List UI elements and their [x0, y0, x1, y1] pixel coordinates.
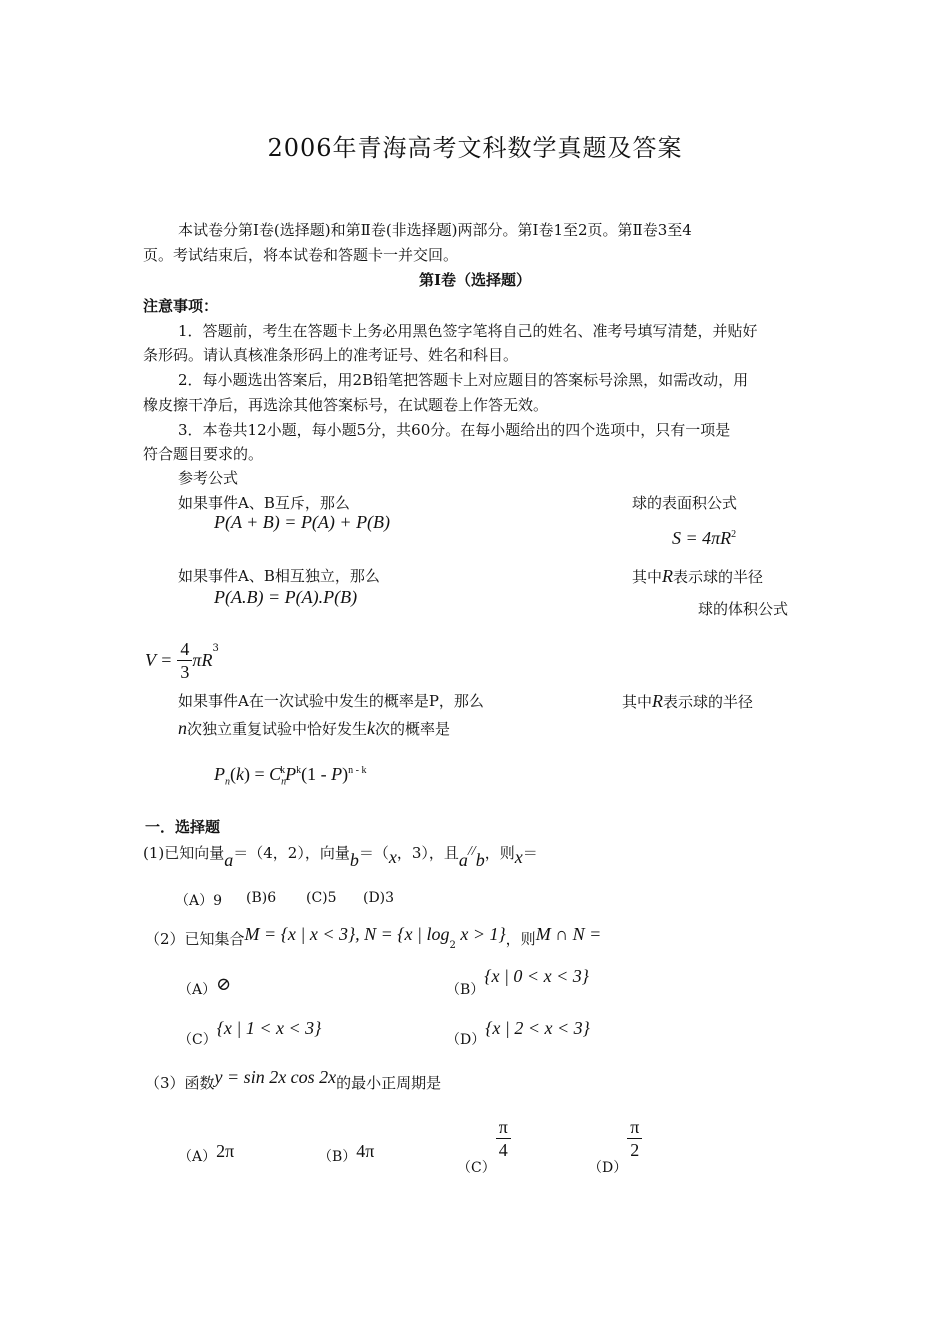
trial-text — [178, 716, 450, 742]
q2-option-d — [446, 1018, 590, 1049]
notice-heading: 注意事项： — [143, 297, 219, 315]
radius-variable-2: R — [652, 691, 664, 711]
q1-comma: ，则 — [484, 844, 515, 862]
parallel-symbol: // — [467, 844, 476, 859]
mutex-formula: P(A + B) = P(A) + P(B) — [214, 512, 391, 532]
q1-eq2: ＝（ — [358, 844, 389, 862]
radius-note-2 — [622, 689, 753, 715]
q2-sets-tail: x > 1} — [455, 924, 506, 944]
q3-option-a — [178, 1141, 235, 1166]
part1-heading: 一．选择题 — [145, 818, 221, 836]
question-3 — [145, 1067, 442, 1096]
sub-n: n — [225, 776, 230, 788]
note-1-line-1: 1．答题前，考生在答题卡上务必用黑色签字笔将自己的姓名、准考号填写清楚，并贴好 — [178, 322, 758, 340]
trial-text-a: 次独立重复试验中恰好发生 — [187, 720, 368, 738]
mutex-text: 如果事件A、B互斥，那么 — [178, 494, 350, 512]
variable-x-2: x — [514, 847, 523, 867]
q3-suffix: 的最小正周期是 — [336, 1074, 442, 1092]
q2-intersection: M ∩ N = — [535, 924, 602, 944]
q1-option-a: （A）9 — [175, 893, 223, 909]
q3-function: y = sin 2x cos 2x — [214, 1067, 337, 1087]
where-prefix: 其中 — [632, 568, 663, 586]
q3-option-a-label: （A） — [178, 1149, 217, 1165]
vector-a: a — [224, 850, 234, 870]
note-2-line-2: 橡皮擦干净后，再选涂其他答案标号，在试题卷上作答无效。 — [143, 396, 549, 414]
empty-set-icon: ⊘ — [216, 974, 232, 994]
log-base-2: 2 — [449, 940, 456, 951]
q1-eq4: ＝ — [522, 844, 538, 862]
q2-option-b-label: （B） — [446, 982, 485, 998]
q3-option-b-value: 4π — [356, 1141, 375, 1161]
q1-option-c: (C)5 — [306, 890, 337, 906]
paren-close: ) = — [244, 764, 265, 784]
q3-option-c-den: 4 — [498, 1140, 508, 1160]
q2-option-c — [178, 1018, 322, 1049]
fraction-numerator: 4 — [177, 638, 192, 661]
vector-b-2: b — [475, 850, 485, 870]
k-variable: k — [367, 718, 376, 738]
sub-n-2: n — [281, 776, 287, 788]
n-variable: n — [178, 718, 187, 738]
note-2-line-1: 2．每小题选出答案后，用2B铅笔把答题卡上对应题目的答案标号涂黑，如需改动，用 — [178, 371, 749, 389]
exponent-2: 2 — [731, 529, 737, 540]
q3-option-d-den: 2 — [630, 1140, 640, 1160]
radius-suffix: 表示球的半径 — [673, 568, 764, 586]
q2-sets: M = {x | x < 3}, N = {x | log — [244, 924, 450, 944]
section-title: 第Ⅰ卷（选择题） — [418, 271, 532, 289]
q1-prefix: (1)已知向量 — [143, 844, 225, 862]
binomial-p: P — [214, 764, 225, 784]
q2-option-c-value: {x | 1 < x < 3} — [216, 1018, 322, 1038]
q2-option-d-label: （D） — [446, 1032, 486, 1048]
binomial-formula: $P_n(k) = C_n^kP^k(1 - P)^{n - k}$ — [214, 764, 367, 788]
radius-note-1 — [632, 564, 763, 590]
fraction-denominator: 3 — [180, 662, 190, 682]
q2-option-c-label: （C） — [178, 1032, 217, 1048]
intro-line-2: 页。考试结束后，将本试卷和答题卡一并交回。 — [143, 246, 459, 264]
probability-text: 如果事件A在一次试验中发生的概率是P，那么 — [178, 692, 484, 710]
sphere-volume-formula — [145, 638, 219, 683]
vector-b: b — [349, 850, 359, 870]
intro-line-1: 本试卷分第Ⅰ卷(选择题)和第Ⅱ卷(非选择题)两部分。第Ⅰ卷1至2页。第Ⅱ卷3至4 — [178, 221, 692, 239]
q2-then: ，则 — [505, 930, 536, 948]
q3-option-d-num: π — [627, 1116, 642, 1139]
q2-option-d-value: {x | 2 < x < 3} — [485, 1018, 590, 1038]
q3-option-c-num: π — [496, 1116, 511, 1139]
q2-option-a — [178, 974, 232, 999]
binomial-k-arg: ( — [230, 764, 236, 784]
independent-formula: P(A.B) = P(A).P(B) — [214, 587, 358, 607]
q2-option-a-label: （A） — [178, 982, 217, 998]
q1-eq1: ＝（4，2），向量 — [233, 844, 350, 862]
q3-prefix: （3）函数 — [145, 1074, 215, 1092]
note-3-line-2: 符合题目要求的。 — [143, 445, 264, 463]
vector-a-2: a — [458, 850, 468, 870]
radius-suffix-2: 表示球的半径 — [663, 693, 754, 711]
q2-option-b-value: {x | 0 < x < 3} — [484, 966, 589, 986]
sphere-volume-text: 球的体积公式 — [698, 600, 789, 618]
q3-option-c-label: （C） — [457, 1159, 496, 1176]
volume-rhs: πR — [192, 650, 213, 670]
sup-n-minus-k: n - k — [348, 765, 367, 776]
q3-option-d-label: （D） — [588, 1159, 628, 1176]
q3-option-b-label: （B） — [318, 1149, 357, 1165]
where-prefix-2: 其中 — [622, 693, 653, 711]
formula-heading: 参考公式 — [178, 469, 239, 487]
independent-text: 如果事件A、B相互独立，那么 — [178, 567, 380, 585]
q3-option-a-value: 2π — [216, 1141, 235, 1161]
q3-option-c — [457, 1116, 511, 1176]
sup-k-2: k — [296, 765, 302, 776]
q1-eq3: ，3），且 — [396, 844, 459, 862]
sup-k: k — [280, 765, 286, 776]
q3-option-b — [318, 1141, 375, 1166]
exponent-3: 3 — [212, 643, 219, 654]
trial-text-b: 次的概率是 — [375, 720, 451, 738]
radius-variable: R — [662, 566, 674, 586]
q1-option-d: (D)3 — [363, 890, 395, 906]
note-1-line-2: 条形码。请认真核准条形码上的准考证号、姓名和科目。 — [143, 346, 519, 364]
one-minus: (1 - — [301, 764, 332, 784]
q3-option-d — [588, 1116, 642, 1176]
sphere-area-text: 球的表面积公式 — [632, 494, 738, 512]
q2-prefix: （2）已知集合 — [145, 930, 245, 948]
volume-lhs: V = — [145, 650, 173, 670]
q1-option-b: (B)6 — [246, 890, 277, 906]
q3-option-d-fraction — [627, 1116, 642, 1161]
note-3-line-1: 3．本卷共12小题，每小题5分，共60分。在每小题给出的四个选项中，只有一项是 — [178, 421, 731, 439]
paren-close-2: ) — [342, 764, 349, 784]
question-2 — [145, 926, 601, 958]
variable-x: x — [388, 847, 397, 867]
q2-option-b — [446, 966, 589, 999]
fraction-four-thirds — [177, 638, 192, 683]
sphere-area-formula — [672, 528, 736, 549]
q3-option-c-fraction — [496, 1116, 511, 1161]
question-1 — [143, 840, 538, 870]
sphere-area-expression: S = 4πR — [672, 528, 732, 548]
document-title: 2006年青海高考文科数学真题及答案 — [267, 134, 683, 162]
